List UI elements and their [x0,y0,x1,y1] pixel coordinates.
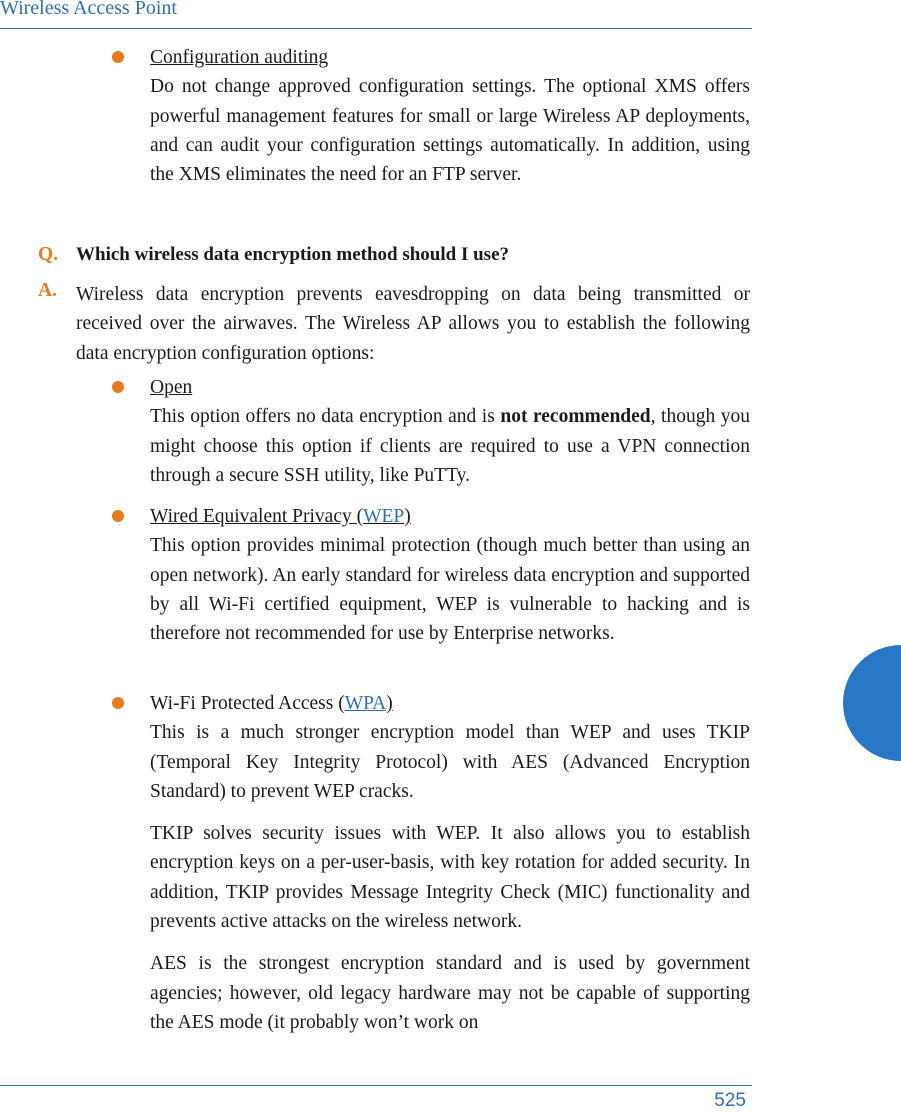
bullet-body: TKIP solves security issues with WEP. It also allows you to establish encryption keys on a per-user-basis, with key rotation for added security. In addition, TKIP provides Message Integrity Check (MIC) functionality and prevents active attacks on the wireless network. [150,823,750,933]
title-segment: ) [386,693,393,714]
bullet-body: This option provides minimal protection (though much better than using an open network). An early standard for wireless data encryption and supported by all Wi-Fi certified equipment, WEP is vulnerable to hacking and is therefore not recommended for use by Enterprise networks. [150,535,750,645]
bullet-open [150,373,750,490]
title-segment: Wired Equivalent Privacy ( [150,506,364,527]
question-text: Which wireless data encryption method should I use? [76,244,510,265]
header-rule [0,28,752,29]
footer-rule [0,1085,752,1086]
bullet-title [150,502,750,531]
bullet-body: This is a much stronger encryption model than WEP and uses TKIP (Temporal Key Integrity Protocol) with AES (Advanced Encryption Standard) to prevent WEP cracks. [150,722,750,802]
bullet-wep [150,502,750,648]
body-segment: , though you might choose this option if clients are required to use a VPN connection through a secure SSH utility, like PuTTy. [150,406,750,486]
question-label: Q. [38,244,59,265]
bullet-config-auditing [150,43,750,189]
answer-text: Wireless data encryption prevents eavesdropping on data being transmitted or received over the airwaves. The Wireless AP allows you to establish the following data encryption configuration options: [76,284,750,364]
bullet-body: Do not change approved configuration settings. The optional XMS offers powerful management features for small or large Wireless AP deployments, and can audit your configuration settings automatically. In addition, using the XMS eliminates the need for an FTP server. [150,76,750,186]
bullet-body: AES is the strongest encryption standard and is used by government agencies; however, old legacy hardware may not be capable of supporting the AES mode (it probably won’t work on [150,953,750,1033]
wpa-link[interactable]: WPA [344,693,387,714]
bullet-body [150,402,750,490]
title-segment: ) [404,506,411,527]
bullet-wpa [150,689,750,1037]
bullet-title: Configuration auditing [150,47,329,68]
page-number: 525 [714,1090,746,1111]
bullet-dot-icon [112,697,124,709]
bullet-dot-icon [112,510,124,522]
answer-label: A. [38,280,57,301]
body-segment: This option offers no data encryption and is [150,406,501,428]
emphasis-not-recommended: not recommended [500,406,651,428]
bullet-dot-icon [112,381,124,393]
bullet-dot-icon [112,51,124,63]
chapter-tab-marker [843,645,901,761]
wep-link[interactable]: WEP [363,506,405,527]
running-header: Wireless Access Point [0,0,177,19]
bullet-title [150,689,750,718]
bullet-title: Open [150,377,193,398]
title-segment: Wi-Fi Protected Access ( [150,693,345,714]
